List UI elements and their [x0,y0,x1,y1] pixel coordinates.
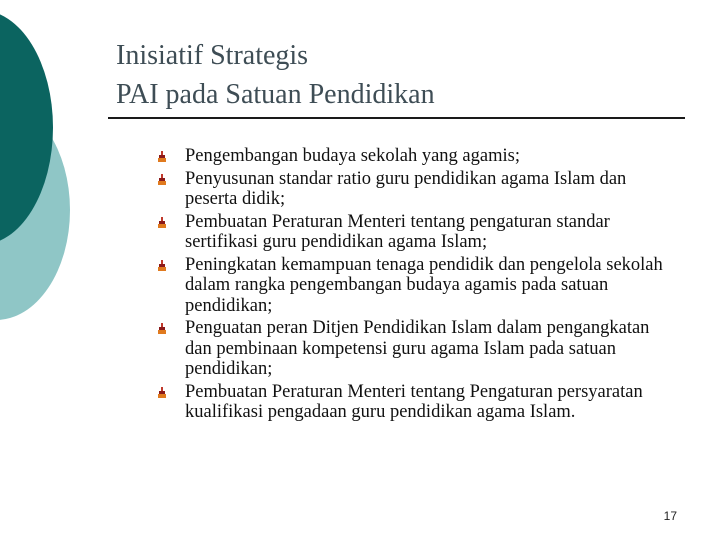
list-item [158,212,678,253]
title-line-1: Inisiatif Strategis [116,40,309,71]
bullet-icon [158,174,166,186]
bullet-icon [158,260,166,272]
list-item [158,169,678,210]
bullet-text: Pengembangan budaya sekolah yang agamis; [185,146,520,166]
page-number: 17 [663,509,677,523]
bullet-icon [158,217,166,229]
list-item [158,382,678,423]
list-item [158,318,678,380]
title-line-2: PAI pada Satuan Pendidikan [116,79,435,110]
list-item [158,146,678,167]
bullet-text: Pembuatan Peraturan Menteri tentang pengaturan standar sertifikasi guru pendidikan agama Islam; [185,211,610,252]
list-item [158,255,678,317]
bullet-icon [158,387,166,399]
bullet-text: Penyusunan standar ratio guru pendidikan agama Islam dan peserta didik; [185,168,627,209]
bullet-text: Pembuatan Peraturan Menteri tentang Pengaturan persyaratan kualifikasi pengadaan guru pendidikan agama Islam. [185,381,643,422]
bullet-icon [158,323,166,335]
title-divider [108,117,685,119]
bullet-list [158,146,678,425]
bullet-icon [158,151,166,163]
bullet-text: Penguatan peran Ditjen Pendidikan Islam dalam pengangkatan dan pembinaan kompetensi guru agama Islam pada satuan pendidikan; [185,318,650,379]
slide-title [116,36,435,114]
bullet-text: Peningkatan kemampuan tenaga pendidik dan pengelola sekolah dalam rangka pengembangan budaya agamis pada satuan pendidikan; [185,254,663,316]
